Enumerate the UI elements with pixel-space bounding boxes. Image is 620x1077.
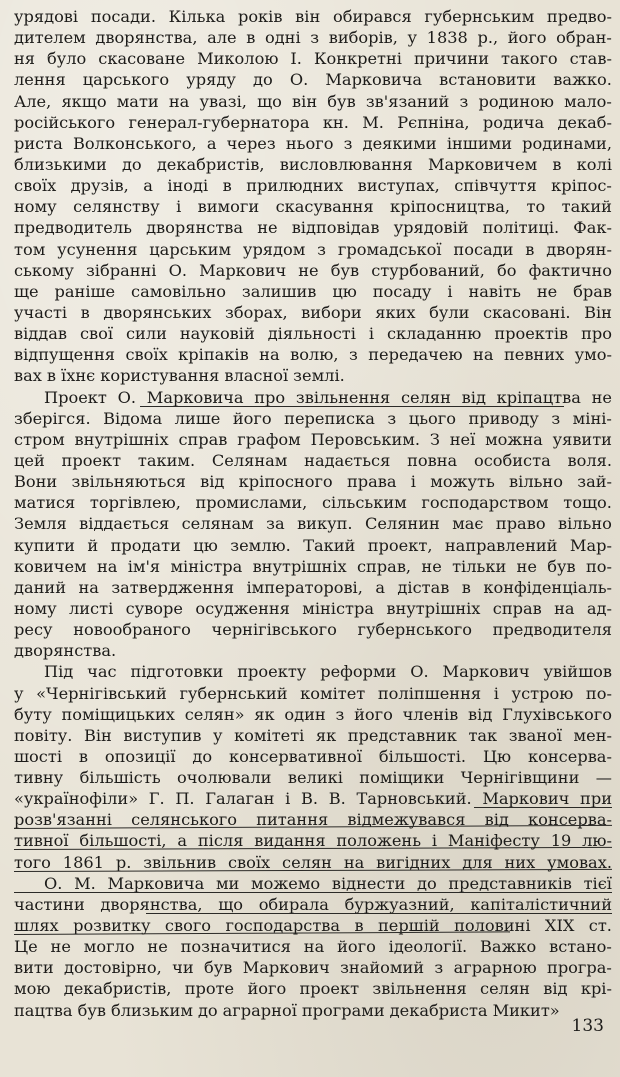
document-page bbox=[14, 6, 612, 1046]
pen-underline bbox=[140, 406, 565, 407]
text-line: буту поміщицьких селян» як один з його членів від Глухівського bbox=[14, 704, 612, 724]
text-line: мою декабристів, проте його проект звільнення селян від крі- bbox=[14, 979, 612, 999]
text-line: відпущення своїх кріпаків на волю, з передачею на певних умо- bbox=[14, 345, 612, 365]
text-line: тивну більшість очолювали великі поміщики Чернігівщини — bbox=[14, 768, 612, 788]
text-line: близькими до декабристів, висловлювання Марковичем в колі bbox=[14, 154, 612, 174]
text-line: ня було скасоване Миколою І. Конкретні причини такого став- bbox=[14, 49, 612, 69]
text-line: розв'язанні селянського питання відмежувався від консерва- bbox=[14, 810, 612, 830]
text-line: ному листі суворе осудження міністра внутрішніх справ на ад- bbox=[14, 598, 612, 618]
text-line: пацтва був близьким до аграрної програми декабриста Микит» bbox=[14, 1000, 560, 1020]
text-line: своїх друзів, а іноді в прилюдних виступах, співчуття кріпос- bbox=[14, 176, 612, 196]
text-line: зберігся. Відома лише його переписка з цього приводу з міні- bbox=[14, 408, 612, 428]
text-line: частини дворянства, що обирала буржуазний, капіталістичний bbox=[14, 894, 612, 914]
text-line: Але, якщо мати на увазі, що він був зв'язаний з родиною мало- bbox=[14, 91, 612, 111]
text-line: дителем дворянства, але в одні з виборів, у 1838 р., його обран- bbox=[14, 28, 612, 48]
text-line: цей проект таким. Селянам надається повна особиста воля. bbox=[14, 450, 612, 470]
pen-underline bbox=[14, 892, 612, 893]
text-line: у «Чернігівський губернський комітет поліпшення і устрою по- bbox=[14, 683, 612, 703]
text-line: російського генерал-губернатора кн. М. Рєпніна, родича декаб- bbox=[14, 112, 612, 132]
text-line: урядові посади. Кілька років він обирався губернським предво- bbox=[14, 7, 612, 26]
text-line: віддав свої сили науковій діяльності і складанню проектів про bbox=[14, 324, 612, 344]
body-text bbox=[14, 6, 612, 1021]
text-line: Це не могло не позначитися на його ідеології. Важко встано- bbox=[14, 937, 612, 957]
text-line: участі в дворянських зборах, вибори яких були скасовані. Він bbox=[14, 302, 612, 322]
text-line: ному селянству і вимоги скасування кріпосництва, то такий bbox=[14, 197, 612, 217]
text-line: того 1861 р. звільнив своїх селян на вигідних для них умовах. bbox=[14, 852, 612, 872]
text-line: О. М. Марковича ми можемо віднести до представників тієї bbox=[14, 873, 612, 894]
text-line: Проект О. Марковича про звільнення селян від кріпацтва не bbox=[44, 387, 612, 407]
text-line: шості в опозиції до консервативної більшості. Цю консерва- bbox=[14, 746, 612, 766]
text-line: Вони звільняються від кріпосного права і можуть вільно зай- bbox=[14, 472, 612, 492]
text-line: вах в їхнє користування власної землі. bbox=[14, 366, 345, 386]
text-line: лення царського уряду до О. Марковича встановити важко. bbox=[14, 70, 612, 90]
text-line: Земля віддається селянам за викуп. Селянин має право вільно bbox=[14, 514, 612, 534]
text-line: ще раніше самовільно залишив цю посаду і навіть не брав bbox=[14, 281, 612, 301]
text-line: повіту. Він виступив у комітеті як представник так званої мен- bbox=[14, 725, 612, 745]
text-line: дворянства. bbox=[14, 641, 117, 661]
text-line: шлях розвитку свого господарства в першій половині XIX ст. bbox=[14, 916, 612, 936]
text-line: предводитель дворянства не відповідав урядовій політиці. Фак- bbox=[14, 218, 612, 238]
text-line: даний на затвердження імператорові, а дістав в конфіденціаль- bbox=[14, 577, 612, 597]
page-number: 133 bbox=[571, 1016, 604, 1036]
text-line: том усунення царським урядом з громадської посади в дворян- bbox=[14, 239, 612, 259]
text-line: ському зібранні О. Маркович не був стурбований, бо фактично bbox=[14, 260, 612, 280]
pen-underline bbox=[146, 913, 612, 914]
text-line: матися торгівлею, промислами, сільським господарством тощо. bbox=[14, 493, 612, 513]
text-line: Під час підготовки проекту реформи О. Маркович увійшов bbox=[44, 662, 612, 682]
text-line: ковичем на ім'я міністра внутрішніх справ, не тільки не був по- bbox=[14, 556, 612, 576]
text-line: тивної більшості, а після видання положень і Маніфесту 19 лю- bbox=[14, 831, 612, 851]
text-line: «українофіли» Г. П. Галаган і В. В. Тарновський. Маркович при bbox=[14, 789, 612, 809]
text-line: риста Волконського, а через нього з деякими іншими родинами, bbox=[14, 133, 612, 153]
pen-underline bbox=[474, 807, 612, 808]
text-line: купити й продати цю землю. Такий проект, направлений Мар- bbox=[14, 535, 612, 555]
text-line: ресу новообраного чернігівського губернського предводителя bbox=[14, 620, 612, 640]
text-line: вити достовірно, чи був Маркович знайомий з аграрною програ- bbox=[14, 958, 612, 978]
text-line: стром внутрішніх справ графом Перовським. З неї можна уявити bbox=[14, 429, 612, 449]
